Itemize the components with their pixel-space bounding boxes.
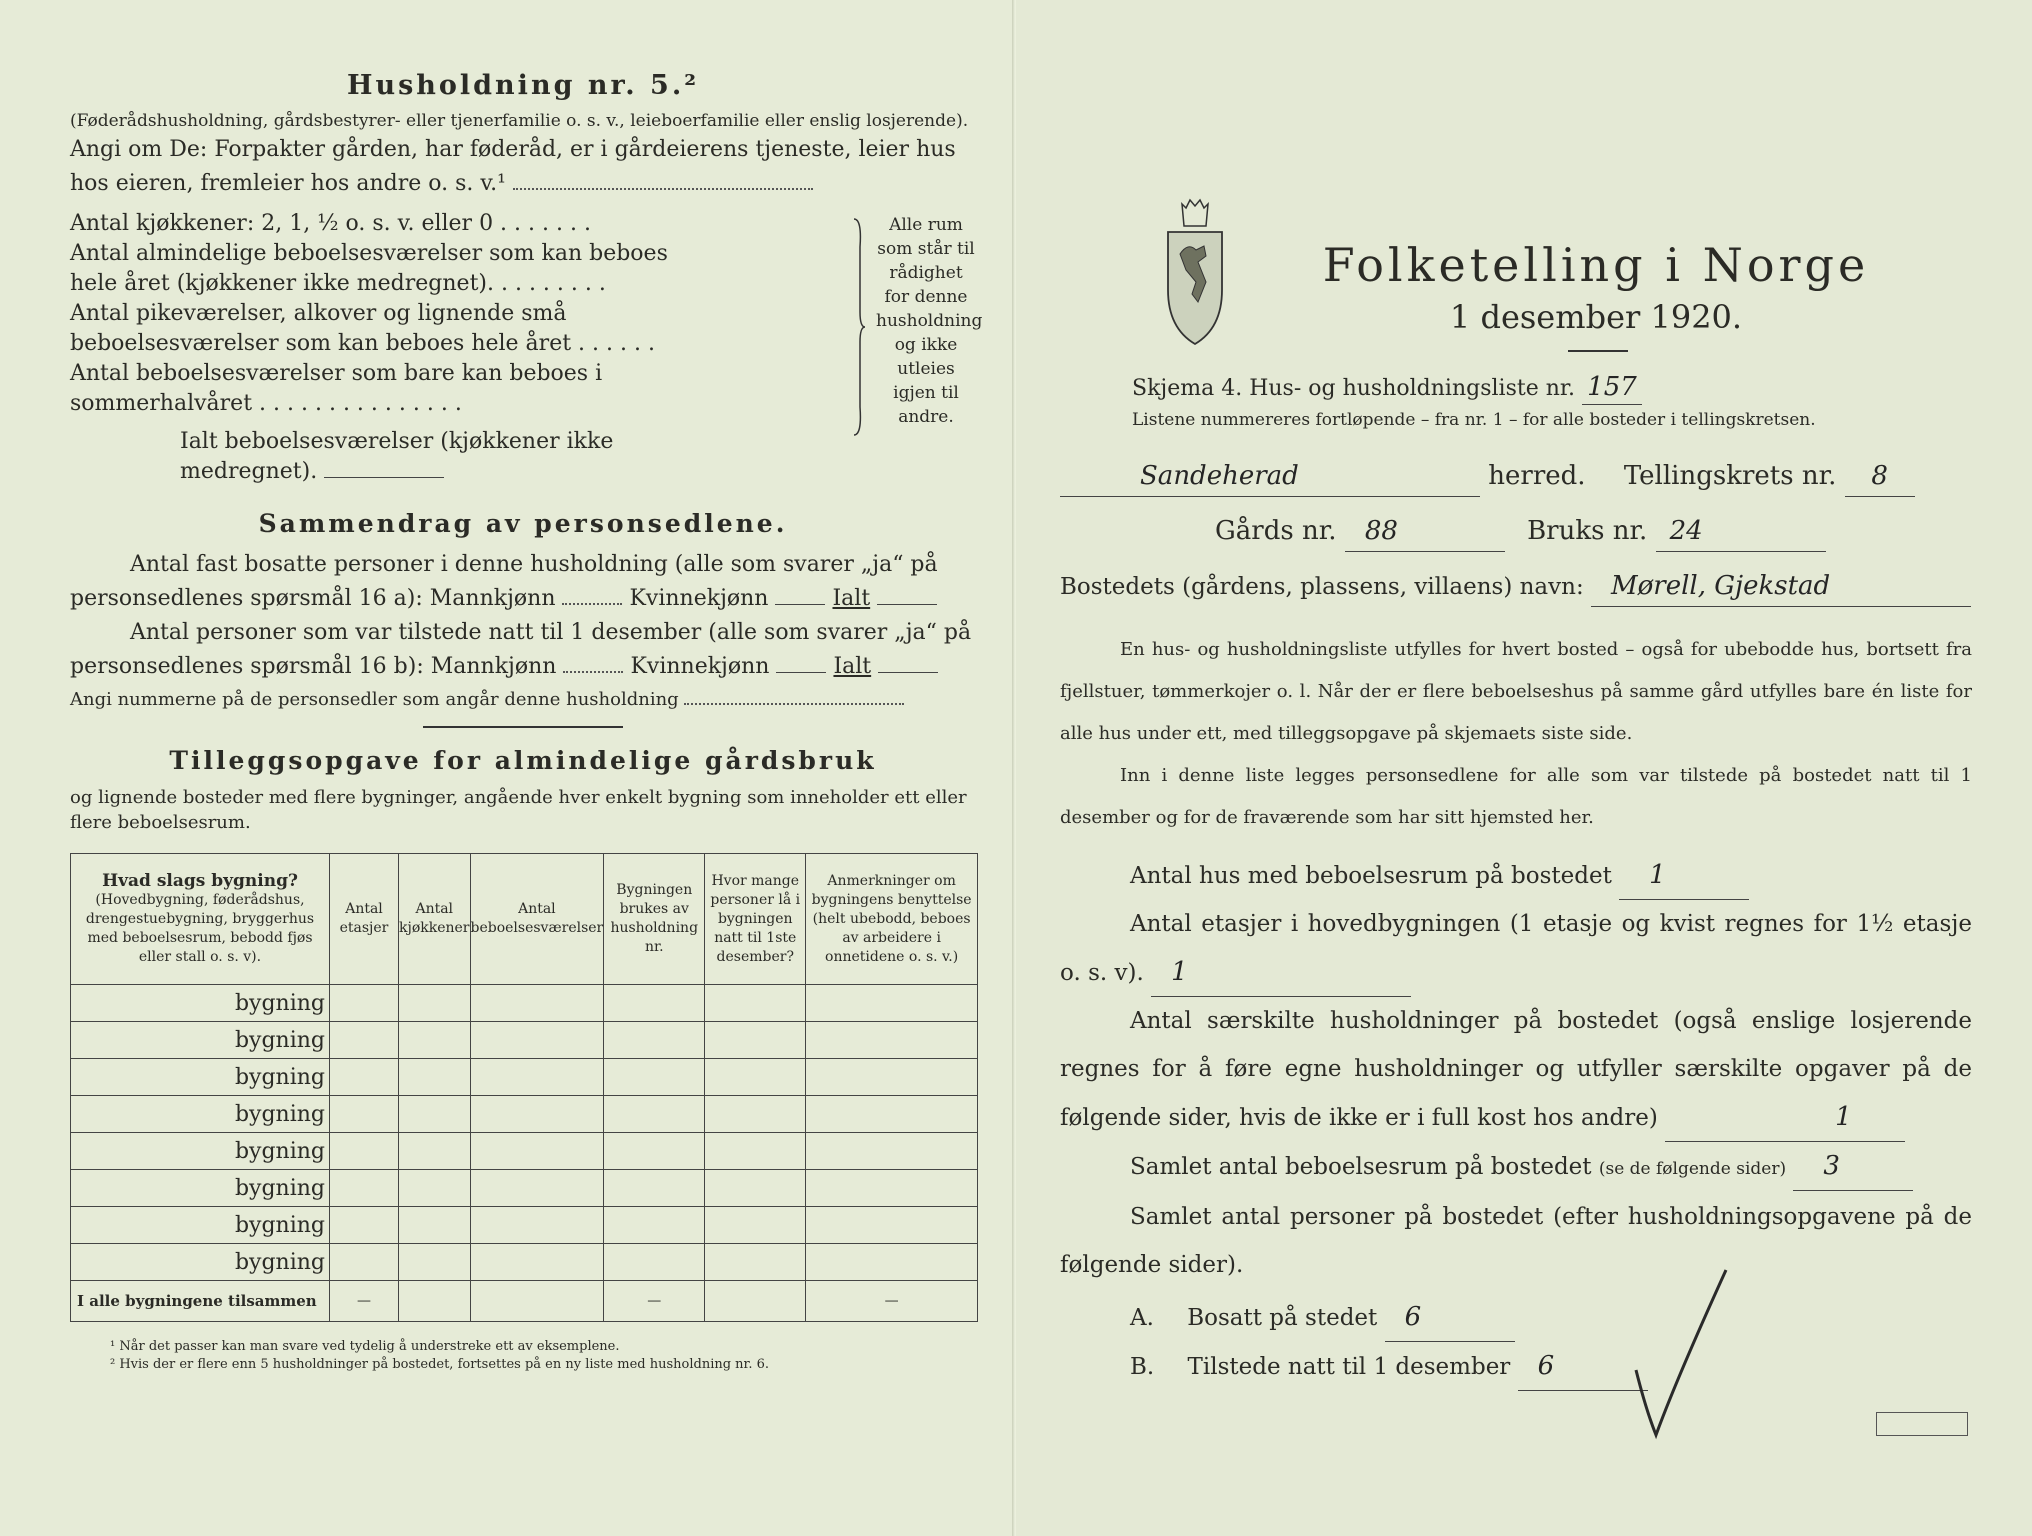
table-cell — [705, 1170, 806, 1207]
skjema-line — [1060, 370, 1972, 406]
brace-icon — [852, 217, 866, 437]
table-cell — [399, 1207, 471, 1244]
table-cell — [330, 1207, 399, 1244]
sum-cell — [470, 1281, 604, 1322]
table-cell — [806, 1207, 978, 1244]
table-cell — [604, 1096, 705, 1133]
table-cell — [470, 1207, 604, 1244]
resident-female-label: Kvinnekjønn — [629, 586, 769, 611]
building-row-label: bygning — [71, 1133, 330, 1170]
table-cell — [705, 1022, 806, 1059]
bruks-value: 24 — [1656, 511, 1826, 552]
table-cell — [330, 1059, 399, 1096]
table-cell — [399, 1244, 471, 1281]
present-female-label: Kvinnekjønn — [630, 654, 770, 679]
table-cell — [604, 1207, 705, 1244]
household-question-text: Angi om De: Forpakter gården, har føderåd, er i gårdeierens tjeneste, leier hus hos eieren, fremleier hos andre o. s. v.¹ — [70, 137, 956, 196]
table-cell — [399, 1170, 471, 1207]
sum-cell — [399, 1281, 471, 1322]
gards-label: Gårds nr. — [1215, 516, 1337, 546]
table-cell — [705, 1133, 806, 1170]
summary-present-text: Antal personer som var tilstede natt til 1 desember (alle som svarer „ja“ på personsedlenes spørsmål 16 b): Mannkjønn — [70, 620, 972, 679]
floors-label: Antal etasjer i hovedbygningen (1 etasje og kvist regnes for 1½ etasje o. s. v). — [1060, 911, 1972, 986]
header-remarks: Anmerkninger om bygningens benyttelse (helt ubebodd, beboes av arbeidere i onnetidene o. s. v.) — [806, 854, 978, 985]
building-row-label: bygning — [71, 1022, 330, 1059]
table-row — [71, 1096, 978, 1133]
table-cell — [705, 1096, 806, 1133]
rooms-total-line — [324, 477, 444, 478]
right-page — [1016, 0, 2032, 1536]
building-table-body — [71, 985, 978, 1322]
table-cell — [470, 1022, 604, 1059]
table-cell — [470, 1244, 604, 1281]
table-cell — [470, 985, 604, 1022]
table-cell — [806, 985, 978, 1022]
floors-value: 1 — [1151, 948, 1411, 997]
rooms-total — [70, 427, 720, 487]
title-rule — [1568, 350, 1628, 352]
herred-value: Sandeherad — [1060, 456, 1480, 497]
households-label: Antal særskilte husholdninger på bostedet (også enslige losjerende regnes for å føre egne husholdninger og utfyller særskilte opgaver på de følgende sider, hvis de ikke er i full kost hos andre) — [1060, 1008, 1972, 1131]
table-cell — [806, 1059, 978, 1096]
table-row — [71, 1133, 978, 1170]
table-sum-row — [71, 1281, 978, 1322]
table-cell — [330, 985, 399, 1022]
table-cell — [470, 1170, 604, 1207]
resident-male-line — [562, 603, 622, 605]
bosted-label: Bostedets (gårdens, plassens, villaens) navn: — [1060, 574, 1584, 600]
footnotes — [70, 1338, 976, 1374]
resident-answer-label: Bosatt på stedet — [1187, 1305, 1378, 1331]
table-row — [71, 1207, 978, 1244]
resident-answer — [1060, 1293, 1972, 1342]
rooms-ordinary: Antal almindelige beboelsesværelser som kan beboes hele året (kjøkkener ikke medregnet). . . . . . . . . — [70, 241, 668, 296]
table-cell — [705, 1059, 806, 1096]
printer-stamp — [1876, 1412, 1968, 1436]
rooms-small: Antal pikeværelser, alkover og lignende små beboelsesværelser som kan beboes hele året . . . . . . — [70, 301, 655, 356]
building-table-header — [71, 854, 978, 985]
summary-present — [70, 616, 976, 684]
resident-female-line — [775, 604, 825, 605]
header-persons: Hvor mange personer lå i bygningen natt til 1ste desember? — [705, 854, 806, 985]
present-answer-label: Tilstede natt til 1 desember — [1187, 1354, 1511, 1380]
present-answer-value: 6 — [1518, 1342, 1648, 1391]
present-answer-letter: B. — [1130, 1354, 1155, 1380]
rooms-summer: Antal beboelsesværelser som bare kan beboes i sommerhalvåret . . . . . . . . . . . . . . . — [70, 361, 603, 416]
table-cell — [330, 1096, 399, 1133]
household-question — [70, 133, 976, 201]
table-cell — [330, 1170, 399, 1207]
floors-question — [1060, 900, 1972, 997]
norway-coat-of-arms-icon — [1162, 198, 1228, 348]
resident-answer-letter: A. — [1130, 1305, 1154, 1331]
table-row — [71, 985, 978, 1022]
building-row-label: bygning — [71, 1059, 330, 1096]
households-value: 1 — [1665, 1093, 1905, 1142]
rooms-total-value: 3 — [1793, 1142, 1913, 1191]
numbers-line-label: Angi nummerne på de personsedler som angår denne husholdning — [70, 689, 679, 710]
table-cell — [399, 1096, 471, 1133]
building-row-label: bygning — [71, 1096, 330, 1133]
table-cell — [806, 1022, 978, 1059]
krets-label: Tellingskrets nr. — [1623, 461, 1837, 491]
present-answer — [1060, 1342, 1972, 1391]
farm-intro: og lignende bosteder med flere bygninger, angående hver enkelt bygning som inneholder ett eller flere beboelsesrum. — [70, 787, 967, 833]
table-cell — [705, 1207, 806, 1244]
krets-value: 8 — [1845, 456, 1915, 497]
section-divider — [423, 726, 623, 728]
table-cell — [604, 1022, 705, 1059]
gards-value: 88 — [1345, 511, 1505, 552]
table-cell — [470, 1133, 604, 1170]
footnote-2: ² Hvis der er flere enn 5 husholdninger på bostedet, fortsettes på en ny liste med husholdning nr. 6. — [110, 1357, 770, 1372]
resident-total-label: Ialt — [832, 586, 871, 611]
sum-cell: — — [806, 1281, 978, 1322]
list-note: Listene nummereres fortløpende – fra nr. 1 – for alle bosteder i tellingskretsen. — [1132, 410, 1816, 430]
table-cell — [604, 1170, 705, 1207]
table-cell — [604, 1133, 705, 1170]
present-female-line — [776, 672, 826, 673]
rooms-kitchens: Antal kjøkkener: 2, 1, ½ o. s. v. eller 0 . . . . . . . — [70, 211, 591, 236]
table-cell — [806, 1096, 978, 1133]
skjema-label: Skjema 4. Hus- og husholdningsliste nr. — [1132, 376, 1575, 401]
persons-question: Samlet antal personer på bostedet (efter husholdningsopgavene på de følgende sider). — [1060, 1204, 1972, 1278]
present-total-label: Ialt — [833, 654, 872, 679]
header-floors: Antal etasjer — [330, 854, 399, 985]
sum-cell — [705, 1281, 806, 1322]
table-cell — [705, 985, 806, 1022]
building-table — [70, 853, 978, 1322]
table-cell — [399, 1133, 471, 1170]
summary-resident-text: Antal fast bosatte personer i denne husholdning (alle som svarer „ja“ på personsedlenes spørsmål 16 a): Mannkjønn — [70, 552, 938, 611]
table-cell — [470, 1059, 604, 1096]
instruction-1: En hus- og husholdningsliste utfylles for hvert bosted – også for ubebodde hus, bortsett fra fjellstuer, tømmerkojer o. l. Når der er flere beboelseshus på samme gård utfylles bare én liste for alle hus under ett, med tilleggsopgave på skjemaets siste side. — [1060, 639, 1972, 744]
question-answer-line — [513, 188, 813, 190]
rooms-questions — [70, 209, 720, 487]
census-date: 1 desember 1920. — [1449, 298, 1743, 336]
numbers-line — [70, 684, 976, 716]
skjema-number: 157 — [1582, 370, 1642, 405]
table-cell — [604, 1244, 705, 1281]
table-cell — [806, 1244, 978, 1281]
rooms-question — [1060, 1142, 1972, 1193]
bosted-line — [1060, 566, 1972, 607]
table-cell — [399, 985, 471, 1022]
herred-line — [1060, 456, 1972, 497]
resident-answer-value: 6 — [1385, 1293, 1515, 1342]
sum-cell: — — [330, 1281, 399, 1322]
rooms-total-question-hint: (se de følgende sider) — [1598, 1159, 1787, 1179]
bruks-label: Bruks nr. — [1527, 516, 1648, 546]
header-building-type-bold: Hvad slags bygning? — [102, 870, 298, 891]
table-cell — [330, 1022, 399, 1059]
table-row — [71, 1244, 978, 1281]
table-row — [71, 1022, 978, 1059]
table-cell — [399, 1022, 471, 1059]
present-male-line — [563, 671, 623, 673]
table-cell — [806, 1170, 978, 1207]
building-row-label: bygning — [71, 1170, 330, 1207]
rooms-total-label: Ialt beboelsesværelser (kjøkkener ikke medregnet). — [180, 429, 614, 484]
table-cell — [604, 1059, 705, 1096]
table-cell — [399, 1059, 471, 1096]
present-total-line — [878, 672, 938, 673]
header-household-no: Bygningen brukes av husholdning nr. — [604, 854, 705, 985]
rooms-note: Alle rum som står til rådighet for denne husholdning og ikke utleies igjen til andre. — [876, 215, 983, 427]
rooms-total-question-label: Samlet antal beboelsesrum på bostedet — [1130, 1154, 1592, 1180]
numbers-answer-line — [684, 703, 904, 705]
census-title: Folketelling i Norge — [1322, 238, 1870, 292]
households-question — [1060, 997, 1972, 1142]
resident-total-line — [877, 604, 937, 605]
instruction-2: Inn i denne liste legges personsedlene for alle som var tilstede på bostedet natt til 1 desember og for de fraværende som har sitt hjemsted her. — [1060, 765, 1972, 828]
header-rooms: Antal beboelsesværelser — [470, 854, 604, 985]
bosted-value: Mørell, Gjekstad — [1591, 566, 1971, 607]
gards-line — [1060, 511, 1972, 552]
table-cell — [330, 1133, 399, 1170]
building-row-label: bygning — [71, 1207, 330, 1244]
footnote-1: ¹ Når det passer kan man svare ved tydelig å understreke ett av eksemplene. — [110, 1339, 620, 1354]
sum-cell: — — [604, 1281, 705, 1322]
checkmark-icon — [1616, 1260, 1736, 1440]
table-cell — [604, 985, 705, 1022]
houses-question — [1060, 851, 1972, 900]
sum-row-label: I alle bygningene tilsammen — [71, 1281, 330, 1322]
household-title: Husholdning nr. 5.² — [346, 70, 700, 101]
building-row-label: bygning — [71, 985, 330, 1022]
table-row — [71, 1059, 978, 1096]
herred-label: herred. — [1488, 461, 1586, 491]
houses-label: Antal hus med beboelsesrum på bostedet — [1130, 863, 1612, 889]
summary-title: Sammendrag av personsedlene. — [258, 509, 788, 538]
table-cell — [470, 1096, 604, 1133]
table-cell — [806, 1133, 978, 1170]
houses-value: 1 — [1619, 851, 1749, 900]
table-cell — [705, 1244, 806, 1281]
rooms-section — [70, 209, 983, 487]
header-building-type-desc: (Hovedbygning, føderådshus, drengestuebygning, bryggerhus med beboelsesrum, bebodd fjøs eller stall o. s. v). — [85, 891, 315, 965]
header-building-type — [71, 854, 330, 985]
farm-title: Tilleggsopgave for almindelige gårdsbruk — [169, 746, 877, 775]
table-cell — [330, 1244, 399, 1281]
building-row-label: bygning — [71, 1244, 330, 1281]
header-kitchens: Antal kjøkkener — [399, 854, 471, 985]
table-row — [71, 1170, 978, 1207]
household-intro: (Føderådshusholdning, gårdsbestyrer- eller tjenerfamilie o. s. v., leieboerfamilie eller enslig losjerende). — [70, 111, 969, 131]
summary-resident — [70, 548, 976, 616]
